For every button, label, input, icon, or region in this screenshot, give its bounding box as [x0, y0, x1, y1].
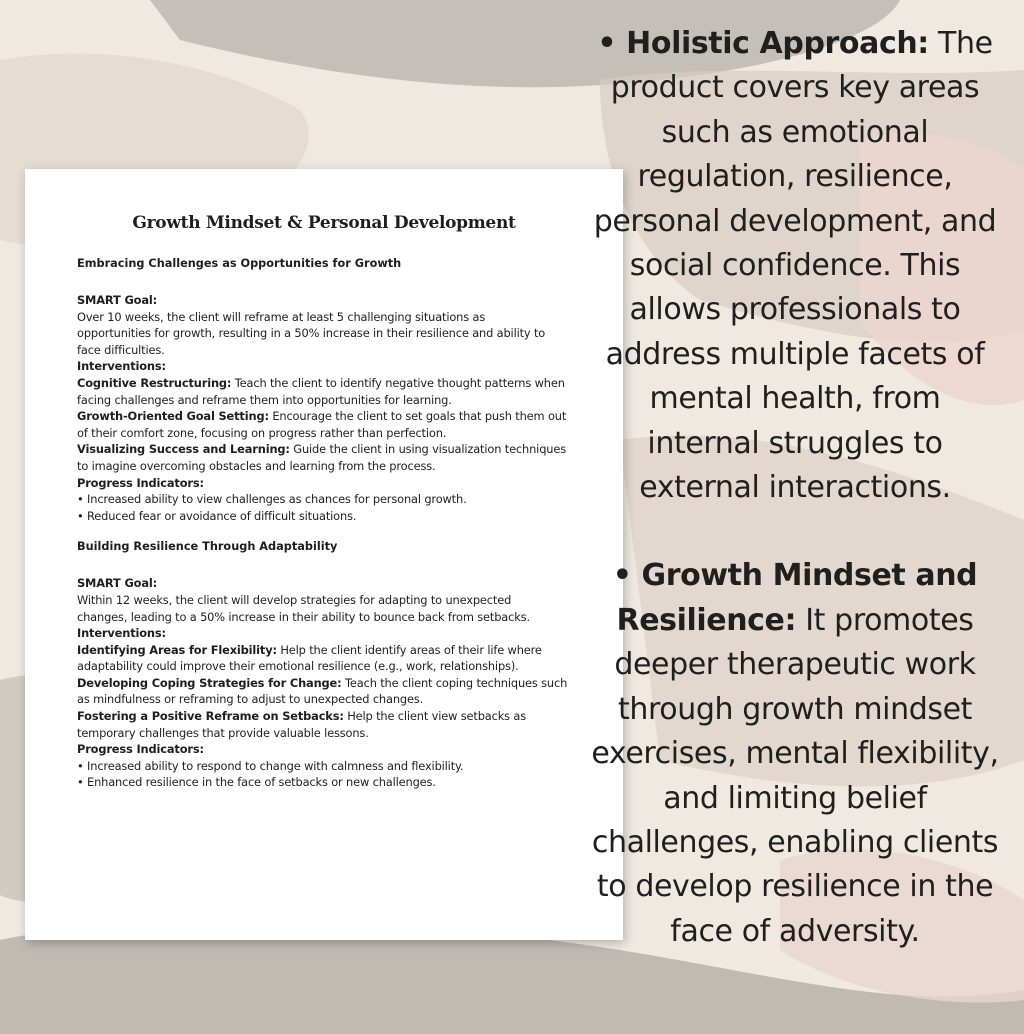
intervention-label: Visualizing Success and Learning:: [77, 442, 290, 457]
progress-bullet: • Enhanced resilience in the face of setbacks or new challenges.: [77, 775, 436, 790]
holistic-line: address multiple facets of: [605, 336, 985, 372]
smart-goal-label: SMART Goal:: [77, 293, 158, 307]
section-heading: Embracing Challenges as Opportunities for Growth: [77, 257, 402, 270]
holistic-line: internal struggles to: [647, 425, 943, 461]
growth-line: challenges, enabling clients: [591, 824, 999, 860]
intervention-text: Help the client identify areas of their life where: [276, 642, 542, 657]
document-title: Growth Mindset & Personal Development: [132, 213, 516, 233]
holistic-first-text: The: [928, 26, 993, 61]
intervention-text: Teach the client to identify negative thought patterns when: [231, 375, 565, 390]
smart-goal-line: opportunities for growth, resulting in a 50% increase in their resilience and ability to: [77, 326, 546, 341]
holistic-line: personal development, and: [593, 203, 997, 239]
holistic-line: regulation, resilience,: [637, 159, 953, 195]
holistic-first-line: [580, 22, 1010, 66]
holistic-line: such as emotional: [661, 114, 929, 150]
growth-line: and limiting belief: [663, 780, 927, 816]
intervention-label: Identifying Areas for Flexibility:: [77, 642, 277, 657]
intervention-text: Encourage the client to set goals that push them out: [268, 409, 567, 424]
smart-goal-line: Over 10 weeks, the client will reframe at least 5 challenging situations as: [77, 309, 486, 324]
growth-first-text: It promotes: [796, 602, 974, 638]
intervention-item: [77, 375, 623, 392]
progress-bullet: • Increased ability to view challenges as chances for personal growth.: [77, 492, 467, 507]
interventions-label: Interventions:: [77, 359, 166, 374]
intervention-text: Teach the client coping techniques such: [341, 675, 568, 690]
intervention-label: Developing Coping Strategies for Change:: [77, 675, 342, 690]
growth-label-2: Resilience:: [616, 602, 797, 638]
feature-description: [580, 22, 1010, 954]
smart-goal-line: face difficulties.: [77, 342, 165, 357]
interventions-label: Interventions:: [77, 626, 166, 641]
intervention-item: [77, 408, 623, 425]
progress-bullet: • Increased ability to respond to change with calmness and flexibility.: [77, 758, 464, 773]
progress-indicators-label: Progress Indicators:: [77, 742, 204, 757]
intervention-label: Fostering a Positive Reframe on Setbacks:: [77, 709, 344, 724]
intervention-cont: as mindfulness or reframing to adjust to unexpected changes.: [77, 692, 424, 707]
intervention-text: Help the client view setbacks as: [343, 709, 527, 724]
progress-bullet: • Reduced fear or avoidance of difficult situations.: [77, 508, 357, 523]
intervention-cont: adaptability could improve their emotional resilience (e.g., work, relationships).: [77, 659, 519, 674]
holistic-line: allows professionals to: [629, 292, 961, 328]
intervention-item: [77, 642, 623, 659]
holistic-line: social confidence. This: [629, 248, 961, 284]
intervention-label: Cognitive Restructuring:: [77, 375, 232, 390]
intervention-label: Growth-Oriented Goal Setting:: [77, 409, 269, 424]
growth-label-1: • Growth Mindset and: [612, 558, 978, 594]
intervention-text: Guide the client in using visualization techniques: [289, 442, 566, 457]
holistic-label: • Holistic Approach:: [597, 26, 929, 61]
growth-line: face of adversity.: [670, 913, 920, 949]
intervention-item: [77, 675, 623, 692]
section-heading: Building Resilience Through Adaptability: [77, 540, 338, 554]
smart-goal-line: Within 12 weeks, the client will develop strategies for adapting to unexpected: [77, 592, 512, 607]
holistic-line: product covers key areas: [610, 70, 980, 106]
worksheet-page: [25, 169, 623, 940]
intervention-item: [77, 708, 623, 725]
progress-indicators-label: Progress Indicators:: [77, 475, 204, 490]
intervention-item: [77, 441, 623, 458]
growth-line: to develop resilience in the: [596, 869, 994, 905]
intervention-cont: facing challenges and reframe them into opportunities for learning.: [77, 392, 452, 407]
smart-goal-line: changes, leading to a 50% increase in their ability to bounce back from setbacks.: [77, 609, 530, 624]
growth-first-line: [580, 599, 1010, 643]
growth-line: through growth mindset: [618, 691, 972, 727]
growth-line: exercises, mental flexibility,: [591, 736, 999, 772]
growth-line: deeper therapeutic work: [614, 647, 976, 683]
holistic-line: external interactions.: [639, 470, 951, 506]
intervention-cont: of their comfort zone, focusing on progress rather than perfection.: [77, 425, 447, 440]
intervention-cont: to imagine overcoming obstacles and learning from the process.: [77, 458, 436, 473]
smart-goal-label: SMART Goal:: [77, 576, 158, 591]
growth-label-line: [580, 554, 1010, 598]
intervention-cont: temporary challenges that provide valuable lessons.: [77, 725, 369, 740]
holistic-line: mental health, from: [649, 381, 941, 417]
